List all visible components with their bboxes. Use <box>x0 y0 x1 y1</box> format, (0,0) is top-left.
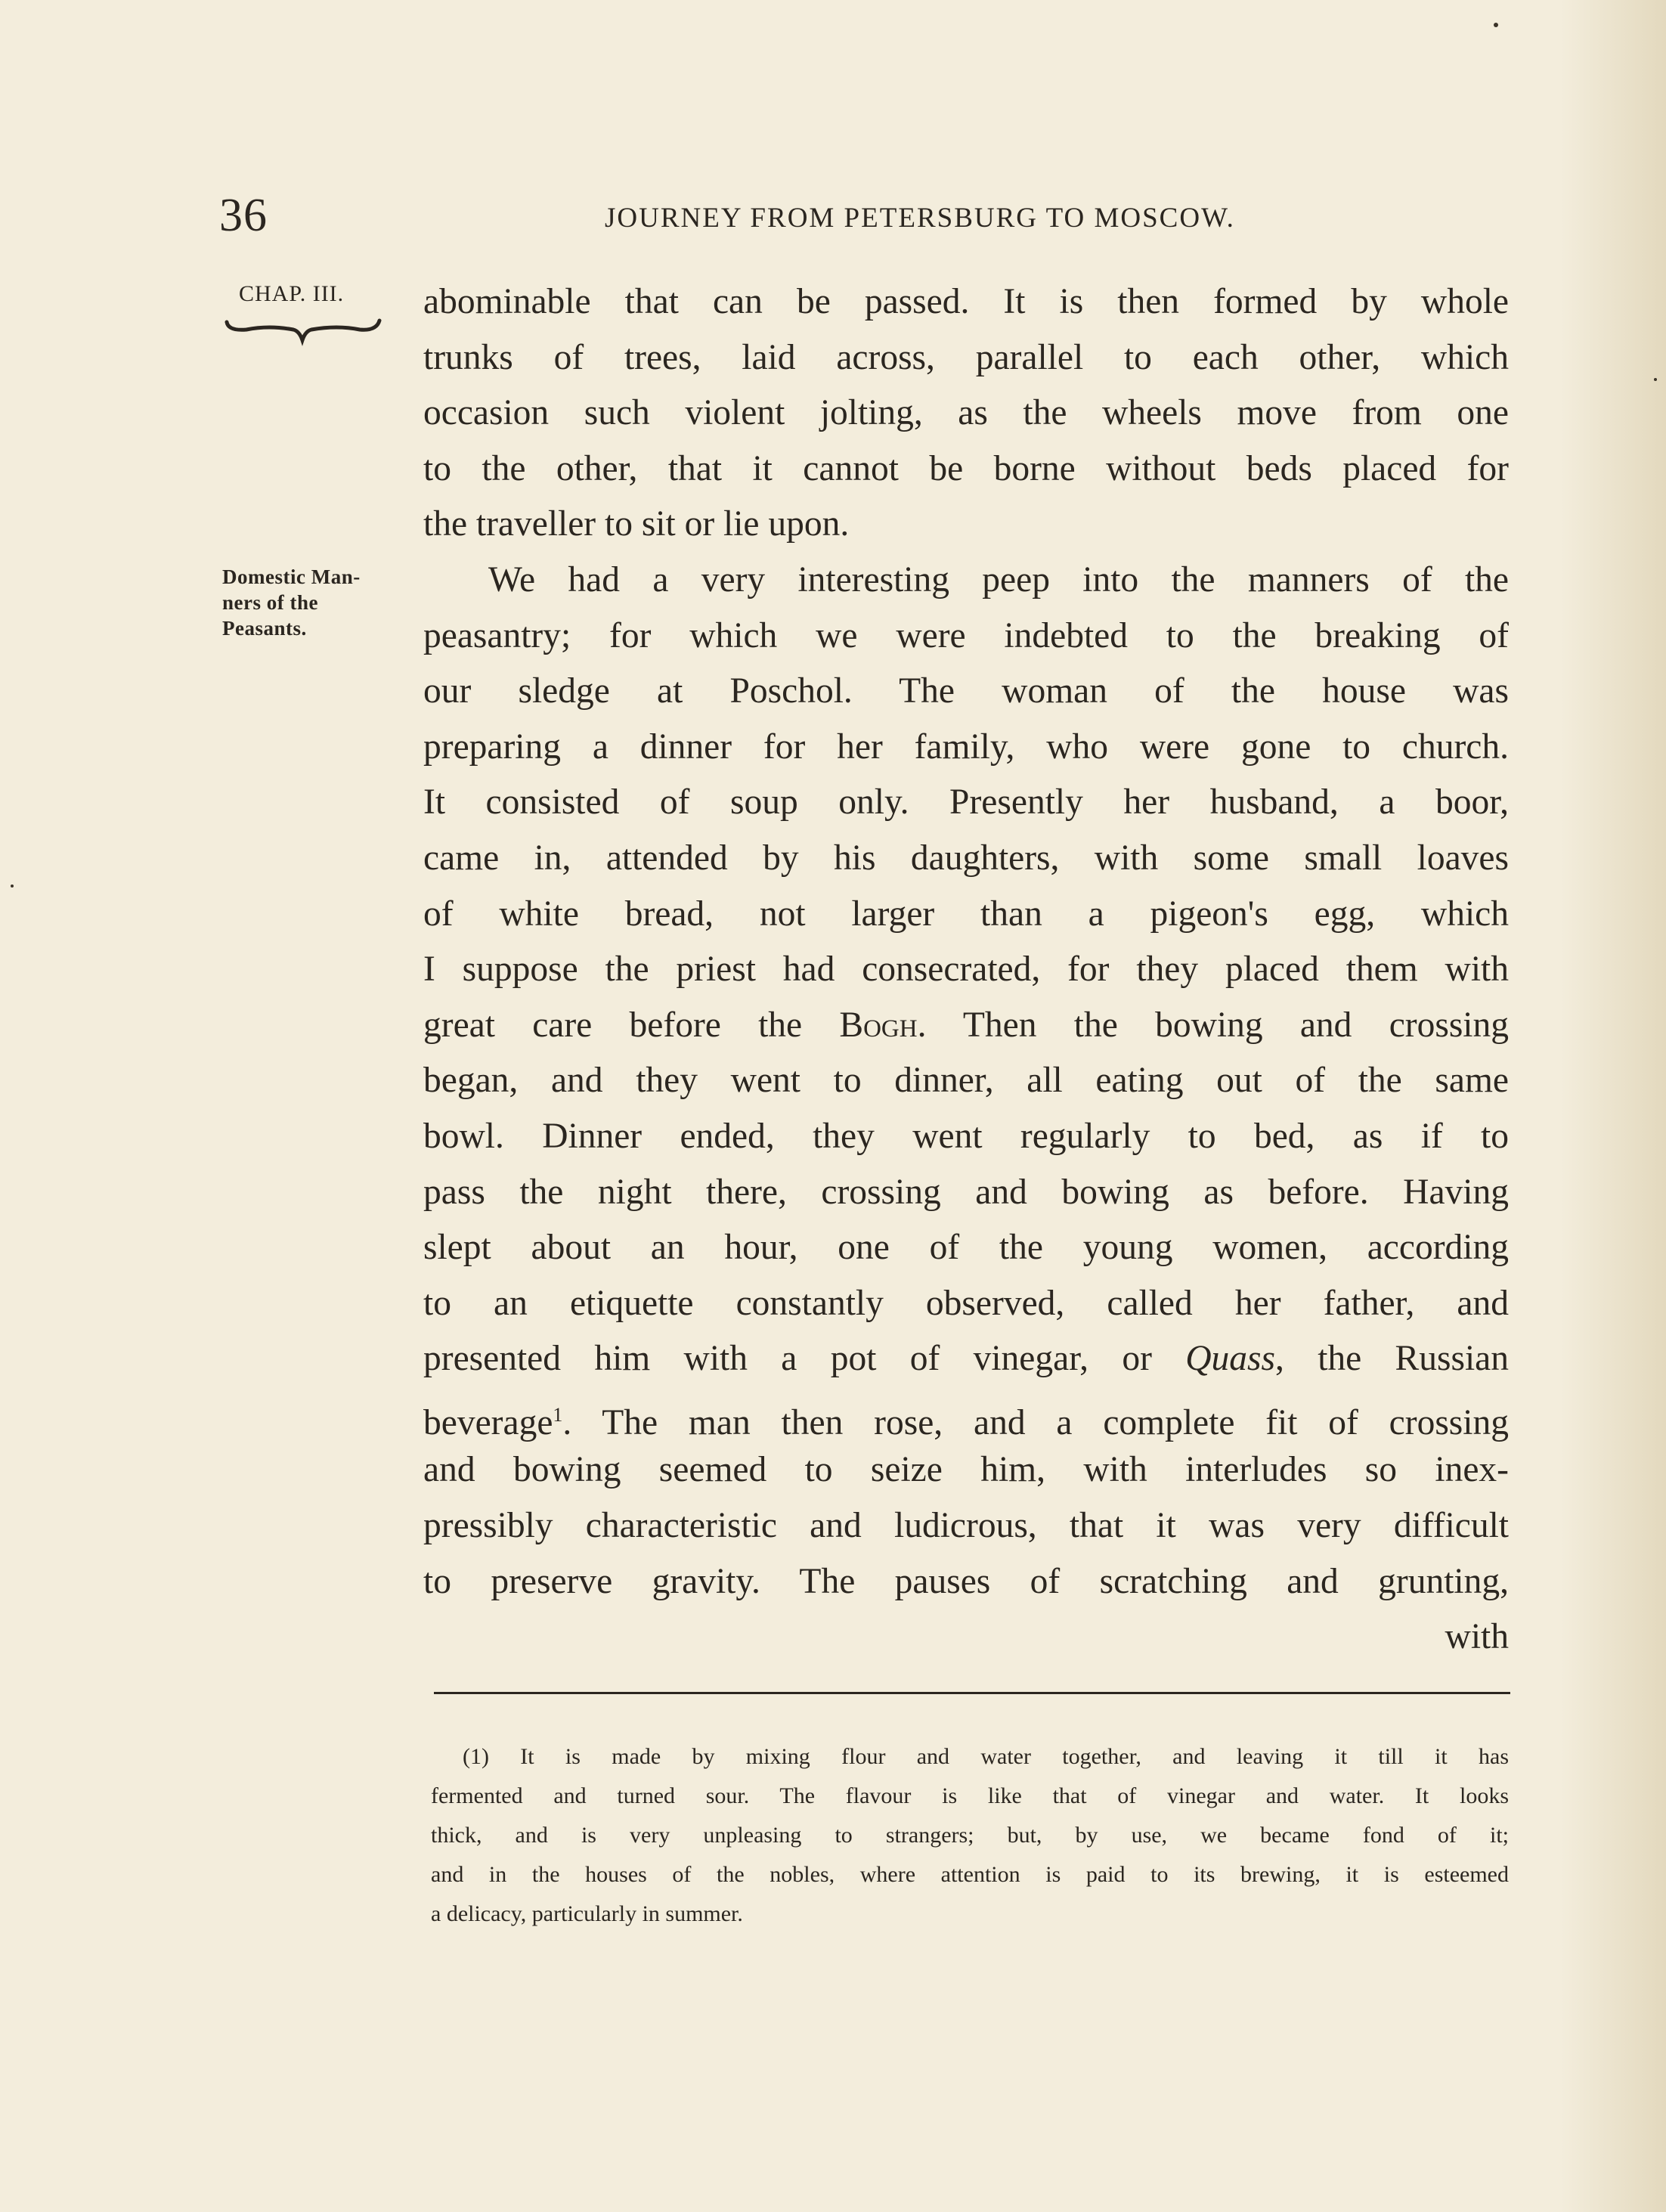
body-line: bowl. Dinner ended, they went regularly to bed, as if to <box>423 1116 1509 1156</box>
brace-ornament-icon <box>224 316 382 348</box>
body-line: It consisted of soup only. Presently her husband, a boor, <box>423 782 1509 823</box>
body-line: to the other, that it cannot be borne without beds placed for <box>423 448 1509 488</box>
bogh-word: Bogh <box>839 1005 918 1045</box>
body-line-text: presented him with a pot of vinegar, or <box>423 1339 1186 1379</box>
footnote-line: fermented and turned sour. The flavour is like that of vinegar and water. It looks <box>431 1783 1509 1808</box>
body-line: came in, attended by his daughters, with some small loaves <box>423 838 1509 878</box>
body-line-text: , the Russian <box>1275 1339 1509 1379</box>
body-line: the traveller to sit or lie upon. <box>423 504 850 544</box>
chapter-label: CHAP. III. <box>239 281 345 306</box>
body-line <box>423 1331 1509 1387</box>
footnote-line: a delicacy, particularly in summer. <box>431 1901 743 1926</box>
footnote-rule <box>434 1692 1510 1694</box>
body-line: of white bread, not larger than a pigeon's egg, which <box>423 894 1509 934</box>
body-line: pressibly characteristic and ludicrous, that it was very difficult <box>423 1506 1509 1546</box>
body-line: and bowing seemed to seize him, with interludes so inex- <box>423 1450 1509 1490</box>
page-header <box>219 189 1512 242</box>
footnote-line: and in the houses of the nobles, where attention is paid to its brewing, it is esteemed <box>431 1862 1509 1887</box>
paper-speck <box>11 884 14 888</box>
body-line: slept about an hour, one of the young women, according <box>423 1228 1509 1268</box>
marginal-note-line: Peasants. <box>222 617 307 640</box>
body-line-text: . Then the bowing and crossing <box>917 1005 1509 1045</box>
catchword: with <box>1445 1617 1509 1657</box>
body-line <box>423 1387 1509 1443</box>
footnote <box>431 1737 1509 1934</box>
body-line: abominable that can be passed. It is then formed by whole <box>423 282 1509 321</box>
body-line: occasion such violent jolting, as the wheels move from one <box>423 393 1509 433</box>
body-line-text: . The man then rose, and a complete fit of crossing <box>562 1402 1509 1442</box>
body-line: pass the night there, crossing and bowing as before. Having <box>423 1172 1509 1212</box>
paper-speck <box>1494 23 1498 27</box>
body-line: to preserve gravity. The pauses of scratching and grunting, <box>423 1561 1509 1601</box>
footnote-line: (1) It is made by mixing flour and water together, and leaving it till it has <box>463 1744 1509 1769</box>
body-line: I suppose the priest had consecrated, for they placed them with <box>423 950 1509 990</box>
page-edge-shadow <box>1560 0 1666 2212</box>
footnote-line: thick, and is very unpleasing to strangers; but, by use, we became fond of it; <box>431 1823 1509 1848</box>
body-text <box>423 274 1509 1665</box>
body-line <box>423 998 1509 1054</box>
body-line-text: great care before the <box>423 1005 840 1045</box>
marginal-note-line: Domestic Man- <box>222 565 361 588</box>
body-line: our sledge at Poschol. The woman of the house was <box>423 671 1509 711</box>
marginal-note <box>222 564 411 641</box>
running-title: JOURNEY FROM PETERSBURG TO MOSCOW. <box>605 203 1235 234</box>
paper-speck <box>1654 378 1657 381</box>
body-line: to an etiquette constantly observed, called her father, and <box>423 1283 1509 1323</box>
quass-word: Quass <box>1185 1339 1276 1379</box>
body-line: began, and they went to dinner, all eating out of the same <box>423 1061 1509 1101</box>
page-number: 36 <box>219 190 268 241</box>
body-line: preparing a dinner for her family, who were gone to church. <box>423 726 1509 767</box>
body-line: trunks of trees, laid across, parallel to each other, which <box>423 337 1509 377</box>
body-line: peasantry; for which we were indebted to the breaking of <box>423 615 1509 655</box>
body-line-text: beverage <box>423 1402 553 1442</box>
footnote-ref: 1 <box>553 1403 563 1426</box>
body-line: We had a very interesting peep into the manners of the <box>488 559 1509 599</box>
marginal-note-line: ners of the <box>222 591 318 614</box>
